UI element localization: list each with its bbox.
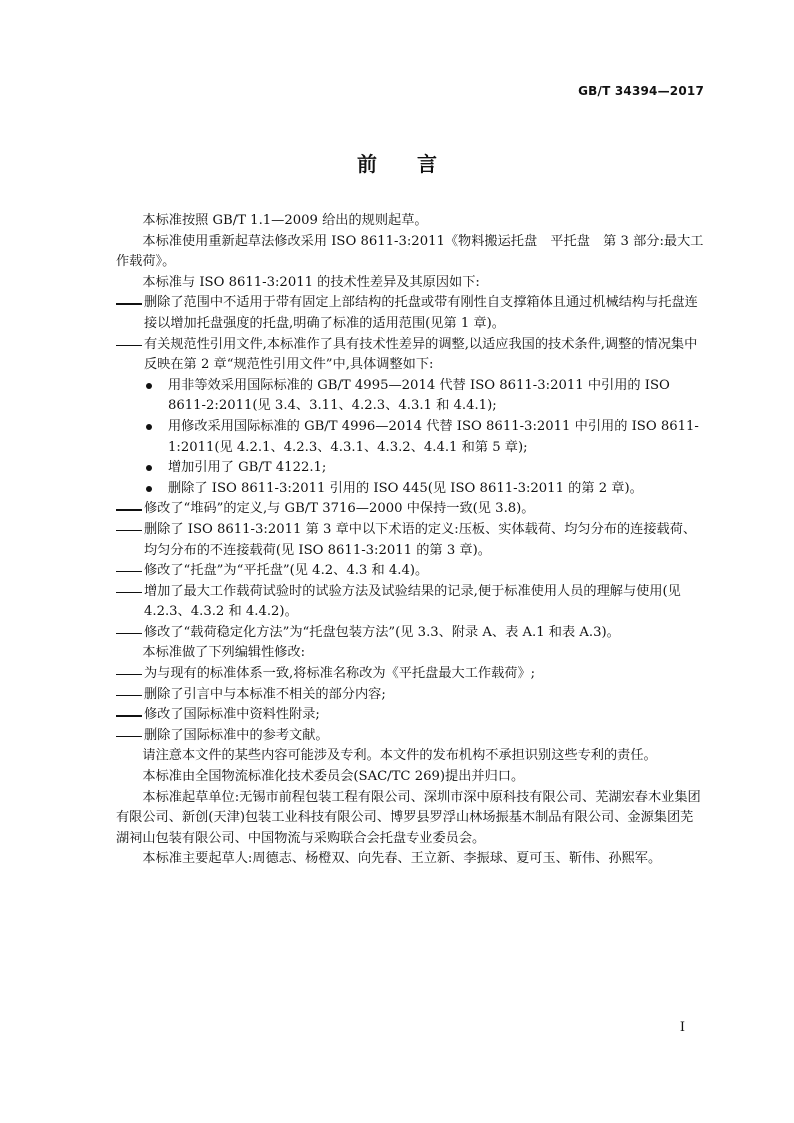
list-item-tech-diff	[116, 499, 705, 520]
list-item-editorial	[116, 685, 705, 706]
page-title: 前 言	[357, 152, 437, 176]
paragraph-drafting-units: 本标准起草单位:无锡市前程包装工程有限公司、深圳市深中原科技有限公司、芜湖宏春木业集团有限公司、新创(天津)包装工业科技有限公司、博罗县罗浮山林场振基木制品有限公司、金源集团芜湖祠山包装有限公司、中国物流与采购联合会托盘专业委员会。	[116, 789, 701, 846]
em-dash-icon	[116, 303, 142, 304]
bullet-text: 用修改采用国际标准的 GB/T 4996—2014 代替 ISO 8611-3:2011 中引用的 ISO 8611-1:2011(见 4.2.1、4.2.3、4.3.1、4.3.2、4.4.1 和第 5 章);	[168, 418, 699, 455]
list-item-text: 修改了国际标准中资料性附录;	[144, 707, 320, 723]
list-item-text: 修改了“托盘”为“平托盘”(见 4.2、4.3 和 4.4)。	[144, 563, 429, 579]
em-dash-icon	[116, 633, 142, 634]
em-dash-icon	[116, 695, 142, 696]
bullet-item	[116, 458, 705, 479]
em-dash-icon	[116, 674, 142, 675]
paragraph-drafters: 本标准主要起草人:周德志、杨橙双、向先春、王立新、李振球、夏可玉、靳伟、孙熙军。	[142, 851, 662, 867]
list-item-text: 增加了最大工作载荷试验时的试验方法及试验结果的记录,便于标准使用人员的理解与使用(见 4.2.3、4.3.2 和 4.4.2)。	[144, 583, 681, 620]
em-dash-icon	[116, 345, 142, 346]
paragraph-editorial-intro: 本标准做了下列编辑性修改:	[142, 645, 306, 661]
em-dash-icon	[116, 571, 142, 572]
list-item-editorial	[116, 705, 705, 726]
bullet-item	[116, 479, 705, 500]
page-number: I	[679, 1020, 685, 1035]
list-item-text: 有关规范性引用文件,本标准作了具有技术性差异的调整,以适应我国的技术条件,调整的情况集中反映在第 2 章“规范性引用文件”中,具体调整如下:	[144, 336, 698, 373]
bullet-dot-icon	[146, 486, 152, 492]
bullet-text: 用非等效采用国际标准的 GB/T 4995—2014 代替 ISO 8611-3:2011 中引用的 ISO 8611-2:2011(见 3.4、3.11、4.2.3、4.3.1 和 4.4.1);	[168, 377, 670, 414]
paragraph-patent-notice: 请注意本文件的某些内容可能涉及专利。本文件的发布机构不承担识别这些专利的责任。	[142, 748, 657, 764]
list-item-tech-diff	[116, 561, 705, 582]
bullet-item	[116, 417, 705, 458]
bullet-item	[116, 376, 705, 417]
list-item-tech-diff	[116, 623, 705, 644]
bullet-text: 增加引用了 GB/T 4122.1;	[168, 460, 327, 476]
list-item-text: 删除了范围中不适用于带有固定上部结构的托盘或带有刚性自支撑箱体且通过机械结构与托盘连接以增加托盘强度的托盘,明确了标准的适用范围(见第 1 章)。	[144, 295, 698, 331]
list-item-editorial	[116, 726, 705, 747]
bullet-text: 删除了 ISO 8611-3:2011 引用的 ISO 445(见 ISO 8611-3:2011 的第 2 章)。	[168, 480, 643, 496]
list-item-tech-diff	[116, 520, 705, 561]
bullet-dot-icon	[146, 465, 152, 471]
em-dash-icon	[116, 736, 142, 737]
list-item-text: 为与现有的标准体系一致,将标准名称改为《平托盘最大工作载荷》;	[144, 666, 536, 682]
list-item-editorial	[116, 664, 705, 685]
em-dash-icon	[116, 592, 142, 593]
foreword-body	[116, 211, 705, 870]
paragraph-adoption-method: 本标准使用重新起草法修改采用 ISO 8611-3:2011《物料搬运托盘 平托盘 第 3 部分:最大工作载荷》。	[116, 233, 704, 270]
em-dash-icon	[116, 530, 142, 531]
standard-code-header: GB/T 34394—2017	[578, 84, 704, 98]
list-item-text: 删除了 ISO 8611-3:2011 第 3 章中以下术语的定义:压板、实体载荷、均匀分布的连接载荷、均匀分布的不连接载荷(见 ISO 8611-3:2011 的第 3 章)。	[144, 521, 697, 558]
list-item-tech-diff	[116, 582, 705, 623]
bullet-dot-icon	[146, 424, 152, 430]
paragraph-proposer: 本标准由全国物流标准化技术委员会(SAC/TC 269)提出并归口。	[142, 769, 525, 785]
bullet-dot-icon	[146, 383, 152, 389]
em-dash-icon	[116, 509, 142, 510]
list-item-text: 修改了“堆码”的定义,与 GB/T 3716—2000 中保持一致(见 3.8)。	[144, 501, 535, 517]
list-item-tech-diff	[116, 335, 705, 376]
list-item-tech-diff	[116, 293, 705, 334]
list-item-text: 删除了国际标准中的参考文献。	[144, 727, 329, 743]
list-item-text: 删除了引言中与本标准不相关的部分内容;	[144, 686, 386, 702]
paragraph-tech-diff-intro: 本标准与 ISO 8611-3:2011 的技术性差异及其原因如下:	[142, 274, 480, 290]
list-item-text: 修改了“载荷稳定化方法”为“托盘包装方法”(见 3.3、附录 A、表 A.1 和表 A.3)。	[144, 624, 620, 640]
paragraph-drafting-rules: 本标准按照 GB/T 1.1—2009 给出的规则起草。	[142, 213, 428, 228]
em-dash-icon	[116, 715, 142, 716]
